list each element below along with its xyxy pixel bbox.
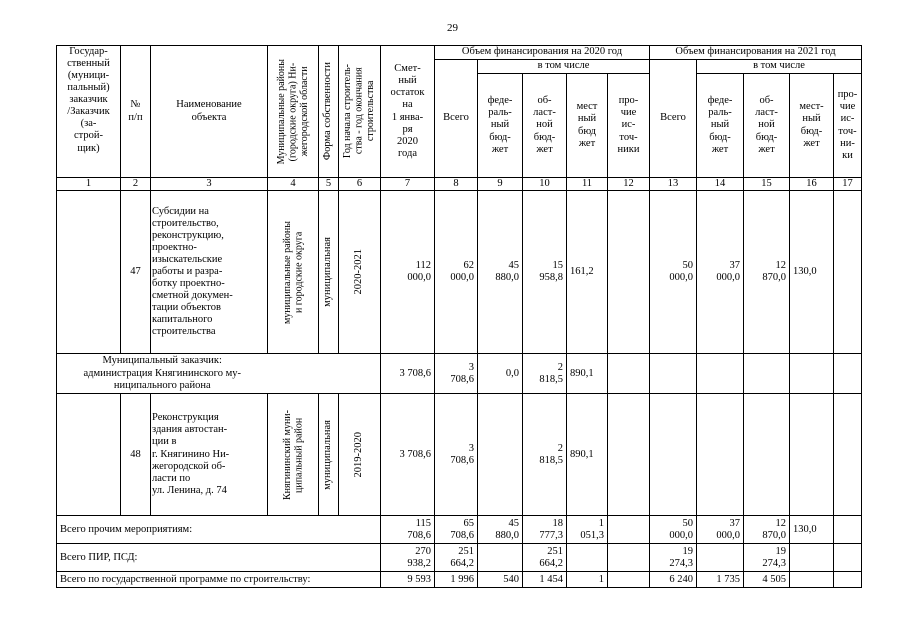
total-pir-label: Всего ПИР, ПСД: xyxy=(57,544,381,572)
total-other-total-2020: 65 708,6 xyxy=(435,516,478,544)
row47-regional-2021: 12 870,0 xyxy=(744,191,790,354)
group-estimate: 3 708,6 xyxy=(381,354,435,394)
col-index: 6 xyxy=(339,178,381,191)
col-index: 11 xyxy=(567,178,608,191)
header-fin2020: Объем финансирования на 2020 год xyxy=(435,46,650,60)
row48-ownership: муниципальная xyxy=(319,394,339,516)
total-other-regional-2021: 12 870,0 xyxy=(744,516,790,544)
total-program-estimate: 9 593 xyxy=(381,572,435,588)
group-federal-2021 xyxy=(697,354,744,394)
row48-years: 2019-2020 xyxy=(339,394,381,516)
header-name: Наименование объекта xyxy=(151,46,268,178)
col-index: 10 xyxy=(523,178,567,191)
group-ownership xyxy=(319,354,339,394)
total-other-regional-2020: 18 777,3 xyxy=(523,516,567,544)
col-index: 1 xyxy=(57,178,121,191)
group-regional-2021 xyxy=(744,354,790,394)
row47-federal-2021: 37 000,0 xyxy=(697,191,744,354)
header-years: Год начала строитель- ства - год окончания строительства xyxy=(339,46,381,178)
row48-total-2021 xyxy=(650,394,697,516)
total-program-total-2021: 6 240 xyxy=(650,572,697,588)
row47-ownership: муниципальная xyxy=(319,191,339,354)
total-other-label: Всего прочим мероприятиям: xyxy=(57,516,381,544)
row48-total-2020: 3 708,6 xyxy=(435,394,478,516)
row47-estimate: 112 000,0 xyxy=(381,191,435,354)
total-program-local-2020: 1 xyxy=(567,572,608,588)
total-other-federal-2021: 37 000,0 xyxy=(697,516,744,544)
total-pir-total-2021: 19 274,3 xyxy=(650,544,697,572)
total-other-other-2020 xyxy=(608,516,650,544)
header-federal-2020: феде- раль- ный бюд- жет xyxy=(478,74,523,178)
total-other-other-2021 xyxy=(834,516,862,544)
total-program-regional-2020: 1 454 xyxy=(523,572,567,588)
group-header-row xyxy=(57,354,862,394)
col-index: 13 xyxy=(650,178,697,191)
row48-name: Реконструкция здания автостан- ции в г. Княгинино Ни- жегородской об- ласти по ул. Ленина, д. 74 xyxy=(151,394,268,516)
total-program-total-2020: 1 996 xyxy=(435,572,478,588)
group-years xyxy=(339,354,381,394)
row48-number: 48 xyxy=(121,394,151,516)
table-row-47 xyxy=(57,191,862,354)
row47-number: 47 xyxy=(121,191,151,354)
total-pir-local-2020 xyxy=(567,544,608,572)
total-pir-regional-2021: 19 274,3 xyxy=(744,544,790,572)
total-other-total-2021: 50 000,0 xyxy=(650,516,697,544)
row48-federal-2021 xyxy=(697,394,744,516)
group-districts xyxy=(268,354,319,394)
group-customer-label: Муниципальный заказчик: администрация Княгининского му- ниципального района xyxy=(57,354,268,394)
col-index: 9 xyxy=(478,178,523,191)
total-program-federal-2021: 1 735 xyxy=(697,572,744,588)
total-pir-regional-2020: 251 664,2 xyxy=(523,544,567,572)
header-customer: Государ- ственный (муници- пальный) заказчик /Заказчик (за- строй- щик) xyxy=(57,46,121,178)
total-pir-local-2021 xyxy=(790,544,834,572)
total-other-federal-2020: 45 880,0 xyxy=(478,516,523,544)
row47-customer xyxy=(57,191,121,354)
table-row-48 xyxy=(57,394,862,516)
row48-local-2021 xyxy=(790,394,834,516)
row47-total-2021: 50 000,0 xyxy=(650,191,697,354)
row48-estimate: 3 708,6 xyxy=(381,394,435,516)
header-ownership: Форма собственности xyxy=(319,46,339,178)
header-regional-2021: об- ласт- ной бюд- жет xyxy=(744,74,790,178)
row47-other-2020 xyxy=(608,191,650,354)
total-program-row xyxy=(57,572,862,588)
col-index: 5 xyxy=(319,178,339,191)
col-index: 3 xyxy=(151,178,268,191)
header-local-2020: мест ный бюд жет xyxy=(567,74,608,178)
col-index: 17 xyxy=(834,178,862,191)
row48-local-2020: 890,1 xyxy=(567,394,608,516)
group-other-2021 xyxy=(834,354,862,394)
total-pir-other-2020 xyxy=(608,544,650,572)
total-pir-federal-2020 xyxy=(478,544,523,572)
total-pir-estimate: 270 938,2 xyxy=(381,544,435,572)
total-pir-other-2021 xyxy=(834,544,862,572)
col-index: 12 xyxy=(608,178,650,191)
page-number: 29 xyxy=(447,22,458,34)
row47-total-2020: 62 000,0 xyxy=(435,191,478,354)
col-index: 4 xyxy=(268,178,319,191)
row48-regional-2021 xyxy=(744,394,790,516)
financing-table xyxy=(56,45,862,588)
header-total-2020: Всего xyxy=(435,60,478,178)
row47-local-2021: 130,0 xyxy=(790,191,834,354)
group-local-2020: 890,1 xyxy=(567,354,608,394)
header-other-2020: про- чие ис- точ- ники xyxy=(608,74,650,178)
total-program-other-2020 xyxy=(608,572,650,588)
group-total-2020: 3 708,6 xyxy=(435,354,478,394)
col-index: 16 xyxy=(790,178,834,191)
row48-federal-2020 xyxy=(478,394,523,516)
row47-other-2021 xyxy=(834,191,862,354)
total-other-local-2021: 130,0 xyxy=(790,516,834,544)
group-federal-2020: 0,0 xyxy=(478,354,523,394)
row48-other-2020 xyxy=(608,394,650,516)
header-other-2021: про- чие ис- точ- ни- ки xyxy=(834,74,862,178)
group-total-2021 xyxy=(650,354,697,394)
row47-regional-2020: 15 958,8 xyxy=(523,191,567,354)
col-index: 7 xyxy=(381,178,435,191)
col-index: 8 xyxy=(435,178,478,191)
total-other-row xyxy=(57,516,862,544)
header-total-2021: Всего xyxy=(650,60,697,178)
header-local-2021: мест- ный бюд- жет xyxy=(790,74,834,178)
total-pir-federal-2021 xyxy=(697,544,744,572)
row47-years: 2020-2021 xyxy=(339,191,381,354)
total-program-federal-2020: 540 xyxy=(478,572,523,588)
total-program-label: Всего по государственной программе по строительству: xyxy=(57,572,381,588)
header-including-2021: в том числе xyxy=(697,60,862,74)
total-program-regional-2021: 4 505 xyxy=(744,572,790,588)
col-index: 14 xyxy=(697,178,744,191)
row48-regional-2020: 2 818,5 xyxy=(523,394,567,516)
group-regional-2020: 2 818,5 xyxy=(523,354,567,394)
row47-local-2020: 161,2 xyxy=(567,191,608,354)
header-number: № п/п xyxy=(121,46,151,178)
header-regional-2020: об- ласт- ной бюд- жет xyxy=(523,74,567,178)
row48-customer xyxy=(57,394,121,516)
header-including-2020: в том числе xyxy=(478,60,650,74)
total-program-local-2021 xyxy=(790,572,834,588)
total-other-estimate: 115 708,6 xyxy=(381,516,435,544)
header-federal-2021: феде- раль- ный бюд- жет xyxy=(697,74,744,178)
row47-districts: муниципальные районы и городские округа xyxy=(268,191,319,354)
row47-name: Субсидии на строительство, реконструкцию, проектно- изыскательские работы и разра- ботку проектно- сметной докумен- тации объектов капитального строительства xyxy=(151,191,268,354)
column-index-row xyxy=(57,178,862,191)
row48-districts: Княгининский муни- ципальный район xyxy=(268,394,319,516)
col-index: 2 xyxy=(121,178,151,191)
group-other-2020 xyxy=(608,354,650,394)
row47-federal-2020: 45 880,0 xyxy=(478,191,523,354)
total-program-other-2021 xyxy=(834,572,862,588)
col-index: 15 xyxy=(744,178,790,191)
row48-other-2021 xyxy=(834,394,862,516)
header-districts: Муниципальные районы (городские округа) Ни- жегородской области xyxy=(268,46,319,178)
total-pir-row xyxy=(57,544,862,572)
header-estimate: Смет- ный остаток на 1 янва- ря 2020 года xyxy=(381,46,435,178)
total-pir-total-2020: 251 664,2 xyxy=(435,544,478,572)
total-other-local-2020: 1 051,3 xyxy=(567,516,608,544)
group-local-2021 xyxy=(790,354,834,394)
header-fin2021: Объем финансирования на 2021 год xyxy=(650,46,862,60)
